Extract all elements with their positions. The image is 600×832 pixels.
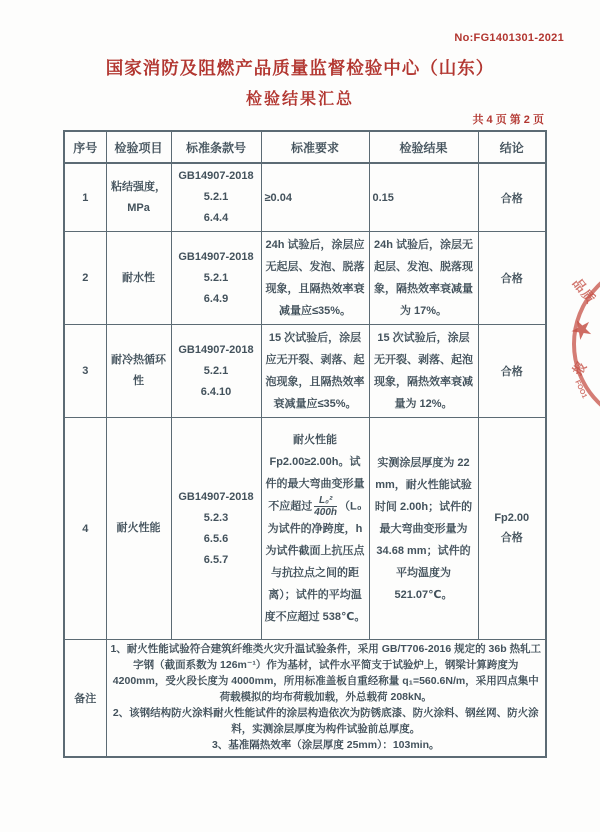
cell-item: 耐火性能 (106, 418, 171, 640)
remarks-content (106, 640, 546, 757)
cell-item: 耐水性 (106, 232, 171, 325)
stamp-star-icon: ★ (564, 315, 598, 344)
remarks-label: 备注 (64, 640, 106, 757)
stamp-text-mid: 报 (569, 358, 590, 379)
page-indicator: 共 4 页 第 2 页 (472, 114, 544, 126)
remarks-row (64, 640, 546, 757)
remark-note-2: 2、该钢结构防火涂料耐火性能试件的涂层构造依次为防锈底漆、防火涂料、钢丝网、防火涂料，实测涂层厚度为构件试验前总厚度。 (112, 706, 539, 735)
table-header-row (64, 131, 546, 163)
stamp-text-bottom: FOO1 (573, 379, 588, 400)
document-number: No:FG1401301-2021 (454, 32, 564, 44)
cell-seq: 2 (64, 232, 106, 325)
remark-note-3: 3、基准隔热效率（涂层厚度 25mm）：103min。 (211, 738, 440, 751)
cell-conclusion: Fp2.00 合格 (478, 418, 546, 640)
fraction-formula: $\frac{\text{L₀²}}{400h}$ (314, 495, 338, 518)
cell-standard: GB14907-2018 5.2.1 6.4.4 (171, 163, 261, 232)
col-header-item: 检验项目 (106, 131, 171, 163)
results-table (63, 130, 547, 758)
cell-item: 耐冷热循环性 (106, 325, 171, 418)
col-header-seq: 序号 (64, 131, 106, 163)
cell-result: 24h 试验后，涂层无起层、发泡、脱落现象，隔热效率衰减量为 17%。 (369, 232, 478, 325)
cell-result: 实测涂层厚度为 22 mm，耐火性能试验时间 2.00h；试件的最大弯曲变形量为 34.68 mm；试件的平均温度为 521.07℃。 (369, 418, 478, 640)
col-header-standard: 标准条款号 (171, 131, 261, 163)
report-title: 检验结果汇总 (245, 91, 354, 108)
cell-standard: GB14907-2018 5.2.3 6.5.6 6.5.7 (171, 418, 261, 640)
cell-seq: 1 (64, 163, 106, 232)
cell-standard: GB14907-2018 5.2.1 6.4.10 (171, 325, 261, 418)
cell-requirement: 15 次试验后，涂层应无开裂、剥落、起泡现象，且隔热效率衰减量应≤35%。 (261, 325, 369, 418)
table-row-4 (64, 418, 546, 640)
stamp-ring-icon (572, 260, 600, 428)
cell-item: 粘结强度，MPa (106, 163, 171, 232)
cell-standard: GB14907-2018 5.2.1 6.4.9 (171, 232, 261, 325)
cell-conclusion: 合格 (478, 163, 546, 232)
cell-requirement: 耐火性能 Fp2.00≥2.00h。试件的最大弯曲变形量不应超过 $\frac{\text{L₀²}}{400h}$ （L₀为试件的净跨度，h 为试件截面上抗压点与抗拉点之间的距离）；试件的平均温度不应超过 538℃。 (261, 418, 369, 640)
stamp-text-top: 品质 (569, 275, 599, 307)
table-row-2 (64, 232, 546, 325)
table-row-1 (64, 163, 546, 232)
remark-note-1: 1、耐火性能试验符合建筑纤维类火灾升温试验条件，采用 GB/T706-2016 规定的 36b 热轧工字钢（截面系数为 126m⁻¹）作为基材，试件水平简支于试验炉上，钢梁计算跨度为 4200mm，受火段长度为 4000mm，所用标准盖板自重经称量 q₁=560.6N/m，采用四点集中荷载模拟的均布荷载加载，外总载荷 208kN。 (110, 643, 542, 703)
cell-result: 15 次试验后，涂层无开裂、剥落、起泡现象，隔热效率衰减量为 12%。 (369, 325, 478, 418)
col-header-requirement: 标准要求 (261, 131, 369, 163)
cell-conclusion: 合格 (478, 232, 546, 325)
cell-seq: 4 (64, 418, 106, 640)
org-title: 国家消防及阻燃产品质量监督检验中心（山东） (105, 58, 495, 78)
cell-requirement: ≥0.04 (261, 163, 369, 232)
col-header-result: 检验结果 (369, 131, 478, 163)
cell-conclusion: 合格 (478, 325, 546, 418)
cell-seq: 3 (64, 325, 106, 418)
col-header-conclusion: 结论 (478, 131, 546, 163)
table-row-3 (64, 325, 546, 418)
cell-requirement: 24h 试验后，涂层应无起层、发泡、脱落现象，且隔热效率衰减量应≤35%。 (261, 232, 369, 325)
cell-result: 0.15 (369, 163, 478, 232)
